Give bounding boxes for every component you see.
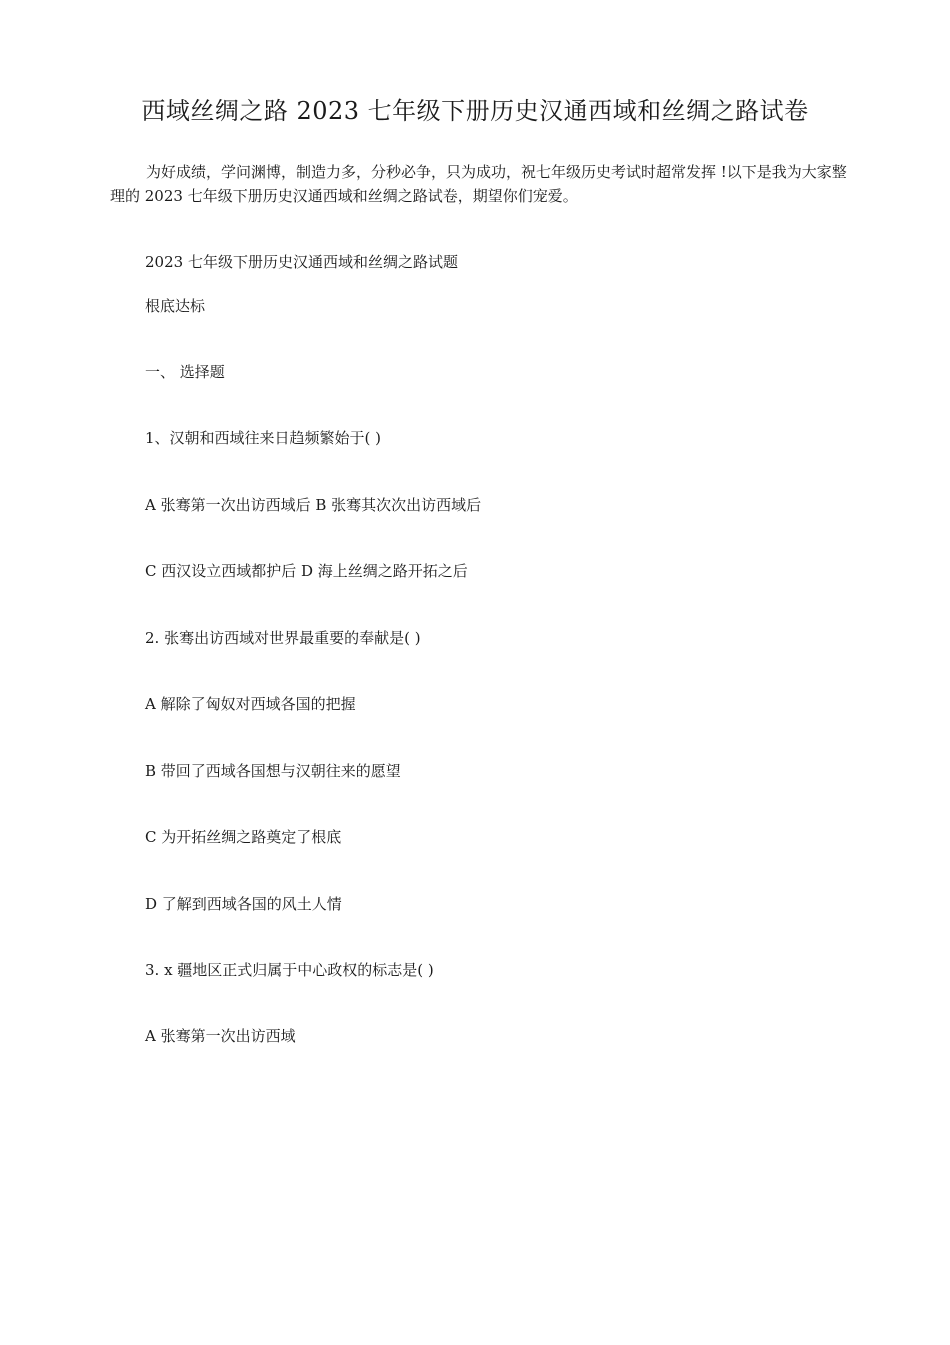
intro-paragraph: 为好成绩，学问渊博，制造力多，分秒必争，只为成功，祝七年级历史考试时超常发挥 !以下是我为大家整理的 2023 七年级下册历史汉通西域和丝绸之路试卷，期望你们宠爱。 <box>110 163 847 205</box>
question-stem: 2. 张骞出访西域对世界最重要的奉献是( ) <box>145 629 421 647</box>
question-option: D 了解到西域各国的风土人情 <box>145 895 342 913</box>
part-heading: 一、 选择题 <box>145 363 225 381</box>
question-option: A 张骞第一次出访西域 <box>145 1027 296 1045</box>
question-option: C 为开拓丝绸之路奠定了根底 <box>145 828 342 846</box>
question-option: C 西汉设立西域都护后 D 海上丝绸之路开拓之后 <box>145 562 468 580</box>
document-title: 西域丝绸之路 2023 七年级下册历史汉通西域和丝绸之路试卷 <box>141 97 809 125</box>
question-stem: 3. x 疆地区正式归属于中心政权的标志是( ) <box>145 961 434 979</box>
question-option: A 张骞第一次出访西域后 B 张骞其次次出访西域后 <box>145 496 482 514</box>
question-option: B 带回了西域各国想与汉朝往来的愿望 <box>145 762 401 780</box>
question-option: A 解除了匈奴对西域各国的把握 <box>145 695 356 713</box>
question-stem: 1、汉朝和西域往来日趋频繁始于( ) <box>145 429 382 447</box>
subsection-heading: 根底达标 <box>145 297 206 315</box>
section-title: 2023 七年级下册历史汉通西域和丝绸之路试题 <box>145 253 458 271</box>
